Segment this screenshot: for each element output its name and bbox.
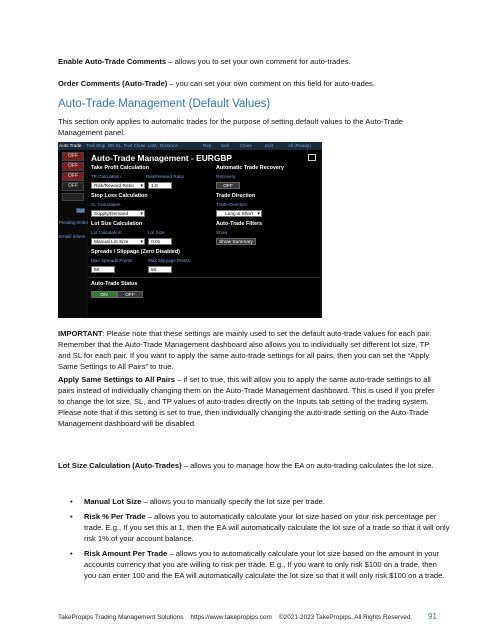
settings-toggle[interactable]	[62, 193, 84, 201]
tab-edit[interactable]: Edit	[265, 143, 273, 148]
opt-label[interactable]: Opt	[77, 208, 85, 213]
tab-rep[interactable]: Rep	[203, 143, 212, 148]
direction-heading: Trade Direction	[216, 193, 256, 199]
section-title: Auto-Trade Management (Default Values)	[58, 98, 271, 110]
auto-trade-management-panel	[88, 150, 320, 318]
tab-close[interactable]: Close	[240, 143, 252, 148]
max-slippage-input[interactable]: 50	[148, 266, 172, 273]
lot-size-input[interactable]: 0.01	[148, 238, 172, 245]
tp-calc-select[interactable]: Risk/Reward Ratio ▾	[91, 182, 145, 189]
lot-size-heading: Lot Size Calculation	[91, 221, 143, 227]
description: : Please note that these settings are mainly used to set the default auto-trade values for each pair. Remember that the Auto-Trade Management dashboard also allows you to individually set different lot size, TP and SL for each pair. If you want to apply the same auto-trade settings for all pairs, then you can set the “Apply Same Settings to All Pairs” to true.	[58, 329, 432, 371]
tab-sell[interactable]: Sell	[221, 143, 229, 148]
tab-be-sl[interactable]: BE-SL	[108, 143, 122, 148]
paragraph-enable-comments	[58, 56, 442, 67]
rr-ratio-input[interactable]: 1.0	[148, 182, 172, 189]
list-item	[58, 496, 450, 507]
off-button[interactable]: OFF	[62, 162, 84, 171]
list-item	[58, 511, 450, 544]
list-item	[58, 548, 450, 581]
tab-part-close[interactable]: Part Close	[124, 143, 146, 148]
recovery-label: Recovery	[216, 174, 236, 179]
sl-calc-select[interactable]: Supply/Demand ▾	[91, 210, 145, 217]
spreads-heading: Spreads / Slippage (Zero Disabled)	[91, 249, 180, 255]
lot-calc-select[interactable]: Manual Lot Size ▾	[91, 238, 145, 245]
auto-trade-panel-screenshot	[58, 142, 322, 318]
pending-order-label[interactable]: Pending Order	[59, 220, 89, 225]
term: Apply Same Settings to All Pairs	[58, 375, 176, 384]
tab-trail-stop[interactable]: Trail Stop	[86, 143, 106, 148]
filters-heading: Auto-Trade Filters	[216, 221, 263, 227]
term: IMPORTANT	[58, 329, 103, 338]
term: Risk % Per Trade	[84, 512, 146, 521]
description: – allows you to manage how the EA on auto-trading calculates the lot size.	[181, 461, 434, 470]
divider	[88, 277, 320, 278]
left-column	[58, 150, 87, 318]
direction-label: Trade Direction	[216, 202, 248, 207]
direction-select[interactable]: Long & Short ▾	[216, 210, 262, 217]
status-on-button[interactable]: ON	[91, 291, 117, 298]
term: Lot Size Calculation (Auto-Trades)	[58, 461, 182, 470]
panel-title: Auto-Trade Management - EURGBP	[91, 153, 232, 163]
term: Manual Lot Size	[84, 497, 142, 506]
sl-calc-label: SL Calculation	[91, 202, 121, 207]
status-off-button[interactable]: OFF	[117, 291, 143, 298]
lot-size-options-list	[58, 496, 450, 581]
footer-copyright: ©2021-2023 TakePropips, All Rights Reserved.	[278, 614, 413, 621]
page-footer	[58, 614, 442, 621]
important-note	[58, 328, 442, 372]
footer-url[interactable]: https://www.takepropips.com	[190, 614, 272, 621]
term: Order Comments (Auto-Trade)	[58, 79, 168, 88]
term: Enable Auto-Trade Comments	[58, 57, 167, 66]
description: – you can set your own comment on this field for auto-trades.	[167, 79, 375, 88]
max-slippage-label: Max Slippage Points	[148, 258, 190, 263]
page-number: 91	[428, 612, 437, 621]
tp-calc-label: TP Calculation	[91, 174, 121, 179]
description: – allows you to set your own comment for auto-trades.	[166, 57, 351, 66]
tab-auto-trade[interactable]: Auto Trade	[59, 143, 82, 148]
off-button[interactable]: OFF	[62, 172, 84, 181]
tab-distance[interactable]: Distance	[160, 143, 178, 148]
description: – allows you to manually specify the lot size per trade.	[141, 497, 325, 506]
description: – allows you to automatically calculate your lot size based on the amount in your accounts currency that you are willing to risk per trade. E.g., If you want to only risk $100 on a trade, then you can enter 100 and the EA will automatically calculate the lot size so that it will only risk $100 on a trade.	[84, 549, 445, 580]
term: Risk Amount Per Trade	[84, 549, 168, 558]
max-spreads-input[interactable]: 50	[91, 266, 115, 273]
status-heading: Auto-Trade Status	[91, 281, 138, 287]
description: – if set to true, this will allow you to apply the same auto-trade settings to all pairs instead of individually changing them on the Auto-Trade Management dashboard. This is used if you prefer to change the lot size, SL, and TP values of auto-trades directly on the Inputs tab setting of the trading system. Please note that if this setting is set to true, then individually changing the auto-trade setting on the Auto-Trade Management dashboard will be disabled.	[58, 375, 435, 428]
sl-heading: Stop Loss Calculation	[91, 193, 148, 199]
apply-same-settings	[58, 374, 442, 429]
paragraph-order-comments	[58, 78, 442, 89]
email-inform-label[interactable]: Email/ Inform	[59, 234, 86, 239]
tab-bar	[58, 142, 322, 150]
lot-size-label: Lot Size	[148, 230, 165, 235]
off-button[interactable]: OFF	[62, 182, 84, 191]
minimize-icon[interactable]	[308, 154, 316, 161]
recovery-off-button[interactable]: OFF	[216, 182, 240, 189]
footer-company: TakePropips Trading Management Solutions	[58, 614, 184, 621]
tab-all[interactable]: All (Ready)	[288, 143, 311, 148]
show-label: Show	[216, 230, 228, 235]
rr-ratio-label: Risk/Reward Ratio	[146, 174, 185, 179]
off-button[interactable]: OFF	[62, 152, 84, 161]
show-summary-button[interactable]: Show Summary	[216, 238, 256, 245]
tab-lots[interactable]: Lots	[148, 143, 157, 148]
recovery-heading: Automatic Trade Recovery	[216, 165, 285, 171]
max-spreads-label: Max Spreads Points	[91, 258, 133, 263]
tp-heading: Take Profit Calculation	[91, 165, 150, 171]
lot-size-calculation	[58, 460, 442, 471]
lot-calc-label: Lot Calculation	[91, 230, 122, 235]
description: – allows you to automatically calculate your lot size based on your risk percentage per trade. E.g., If you set this at 1, then the EA will automatically calculate the lot size of a trade so that it will only risk 1% of your account balance.	[84, 512, 450, 543]
section-intro: This section only applies to automatic trades for the purpose of setting default values to the Auto-Trade Management panel.	[58, 117, 404, 137]
